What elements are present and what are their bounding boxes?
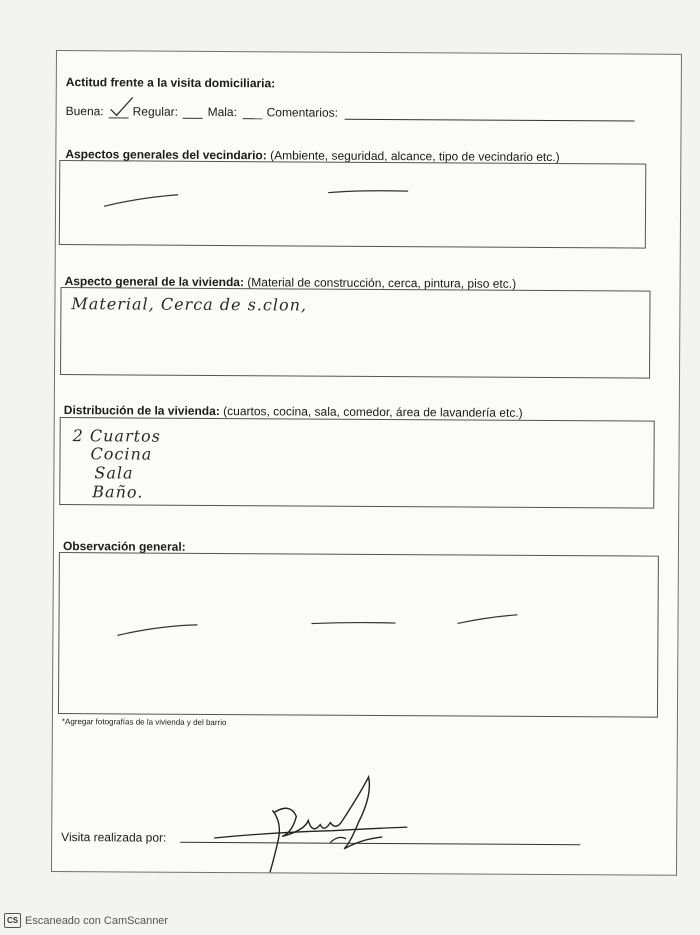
neighborhood-dash-strokes xyxy=(60,161,645,248)
camscanner-logo-icon: CS xyxy=(4,913,21,928)
form-sheet xyxy=(51,50,682,876)
signature-scribble xyxy=(212,772,413,883)
observation-heading: Observación general: xyxy=(62,539,186,554)
observation-dash-strokes xyxy=(59,553,658,717)
observation-box[interactable] xyxy=(58,552,659,718)
camscanner-footer xyxy=(4,913,168,928)
mala-label: Mala: xyxy=(207,104,238,120)
distribution-answer-3: Sala xyxy=(94,463,134,483)
neighborhood-box[interactable] xyxy=(59,160,647,249)
distribution-box[interactable] xyxy=(59,417,655,509)
housing-answer: Material, Cerca de s.clon, xyxy=(71,294,308,315)
buena-blank[interactable] xyxy=(109,117,129,118)
distribution-heading: Distribución de la vivienda: (cuartos, cocina, sala, comedor, área de lavandería etc.) xyxy=(63,403,523,420)
housing-heading: Aspecto general de la vivienda: (Material de construcción, cerca, pintura, piso etc.) xyxy=(64,274,517,291)
regular-blank[interactable] xyxy=(183,118,203,119)
camscanner-text: Escaneado con CamScanner xyxy=(25,914,169,927)
neighborhood-heading: Aspectos generales del vecindario: (Ambiente, seguridad, alcance, tipo de vecindario etc.) xyxy=(65,147,560,165)
distribution-answer-4: Baño. xyxy=(92,482,144,502)
checkmark-icon xyxy=(109,95,135,117)
distribution-answer-1: 2 Cuartos xyxy=(72,426,161,446)
attitude-heading: Actitud frente a la visita domiciliaria: xyxy=(65,75,276,91)
buena-label: Buena: xyxy=(65,104,104,119)
regular-label: Regular: xyxy=(132,104,179,119)
photo-footnote: *Agregar fotografías de la vivienda y del barrio xyxy=(61,717,227,728)
distribution-answer-2: Cocina xyxy=(90,444,153,464)
comentarios-label: Comentarios: xyxy=(266,105,339,120)
mala-blank[interactable] xyxy=(243,118,263,119)
housing-box[interactable] xyxy=(60,287,651,379)
signature-label: Visita realizada por: xyxy=(61,830,167,845)
comentarios-field[interactable] xyxy=(345,119,635,122)
